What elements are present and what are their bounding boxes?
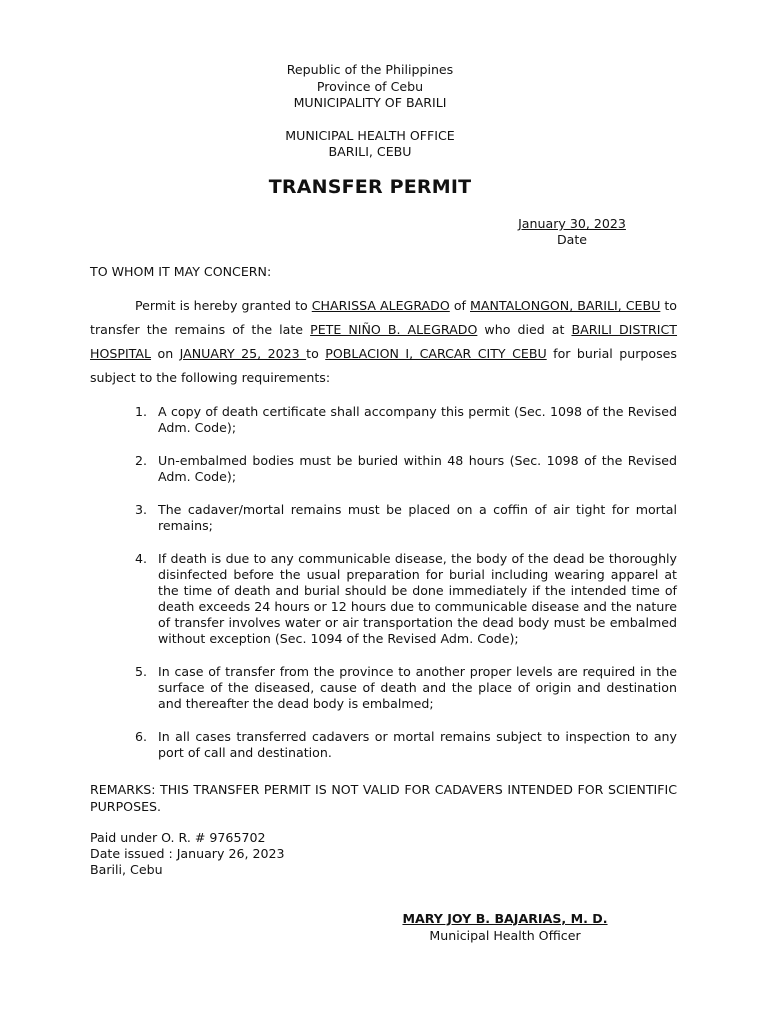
requirement-number: 4. <box>135 551 148 566</box>
deceased-name: PETE NIÑO B. ALEGRADO <box>310 322 478 337</box>
country-line: Republic of the Philippines <box>286 62 454 77</box>
remarks: REMARKS: THIS TRANSFER PERMIT IS NOT VALID FOR CADAVERS INTENDED FOR SCIENTIFIC PURPOSES. <box>90 782 677 814</box>
requirement-item <box>90 453 677 485</box>
requirement-number: 3. <box>135 502 148 517</box>
requirement-text: Un-embalmed bodies must be buried within 48 hours (Sec. 1098 of the Revised Adm. Code); <box>158 453 677 484</box>
letterhead <box>0 62 740 161</box>
requirement-text: If death is due to any communicable disease, the body of the dead be thoroughly disinfected before the usual preparation for burial including wearing apparel at the time of death and burial should be done immediately if the intended time of death exceeds 24 hours or 12 hours due to communicable disease and the nature of transfer involves water or air transportation the dead body must be embalmed without exception (Sec. 1094 of the Revised Adm. Code); <box>158 551 677 646</box>
signatory-name: MARY JOY B. BAJARIAS, M. D. <box>402 911 608 926</box>
requirement-number: 2. <box>135 453 148 468</box>
requirement-text: A copy of death certificate shall accompany this permit (Sec. 1098 of the Revised Adm. Code); <box>158 404 677 435</box>
requirement-number: 6. <box>135 729 148 744</box>
signature-block <box>380 910 630 944</box>
requirement-text: The cadaver/mortal remains must be placed on a coffin of air tight for mortal remains; <box>158 502 677 533</box>
permit-text: for burial purposes subject to the following requirements: <box>90 346 677 385</box>
permit-text: of <box>449 298 470 313</box>
office-location: BARILI, CEBU <box>328 144 412 159</box>
official-receipt-line: Paid under O. R. # 9765702 <box>90 830 266 845</box>
requirement-item <box>90 502 677 534</box>
municipality-line: MUNICIPALITY OF BARILI <box>293 95 447 110</box>
issue-place: Barili, Cebu <box>90 862 163 877</box>
place-of-death: BARILI DISTRICT HOSPITAL <box>90 322 678 361</box>
permit-text: on <box>151 346 180 361</box>
requirement-item <box>90 551 677 647</box>
permit-text: to transfer the remains of the late <box>90 298 678 337</box>
date-value: January 30, 2023 <box>518 216 626 231</box>
payment-details <box>90 830 285 878</box>
date-issued-line: Date issued : January 26, 2023 <box>90 846 285 861</box>
salutation: TO WHOM IT MAY CONCERN: <box>90 264 272 279</box>
permit-paragraph <box>90 294 677 390</box>
requirement-number: 5. <box>135 664 148 679</box>
date-of-death: JANUARY 25, 2023 <box>179 346 307 361</box>
requirement-item <box>90 404 677 436</box>
date-block <box>512 216 632 248</box>
grantee-name: CHARISSA ALEGRADO <box>311 298 450 313</box>
requirement-number: 1. <box>135 404 148 419</box>
province-line: Province of Cebu <box>316 78 424 94</box>
signatory-title: Municipal Health Officer <box>429 928 581 943</box>
permit-text: who died at <box>477 322 572 337</box>
date-label: Date <box>556 232 588 247</box>
document-title: TRANSFER PERMIT <box>268 176 472 198</box>
requirement-text: In case of transfer from the province to another proper levels are required in the surface of the diseased, cause of death and the place of origin and destination and thereafter the dead body is embalmed; <box>158 664 677 711</box>
requirement-item <box>90 729 677 761</box>
requirement-item <box>90 664 677 712</box>
permit-text: to <box>306 346 326 361</box>
requirement-text: In all cases transferred cadavers or mortal remains subject to inspection to any port of call and destination. <box>158 729 677 760</box>
destination: POBLACION I, CARCAR CITY CEBU <box>325 346 547 361</box>
requirements-list <box>90 404 677 778</box>
permit-text: Permit is hereby granted to <box>135 298 312 313</box>
grantee-address: MANTALONGON, BARILI, CEBU <box>470 298 661 313</box>
office-name: MUNICIPAL HEALTH OFFICE <box>285 127 455 143</box>
